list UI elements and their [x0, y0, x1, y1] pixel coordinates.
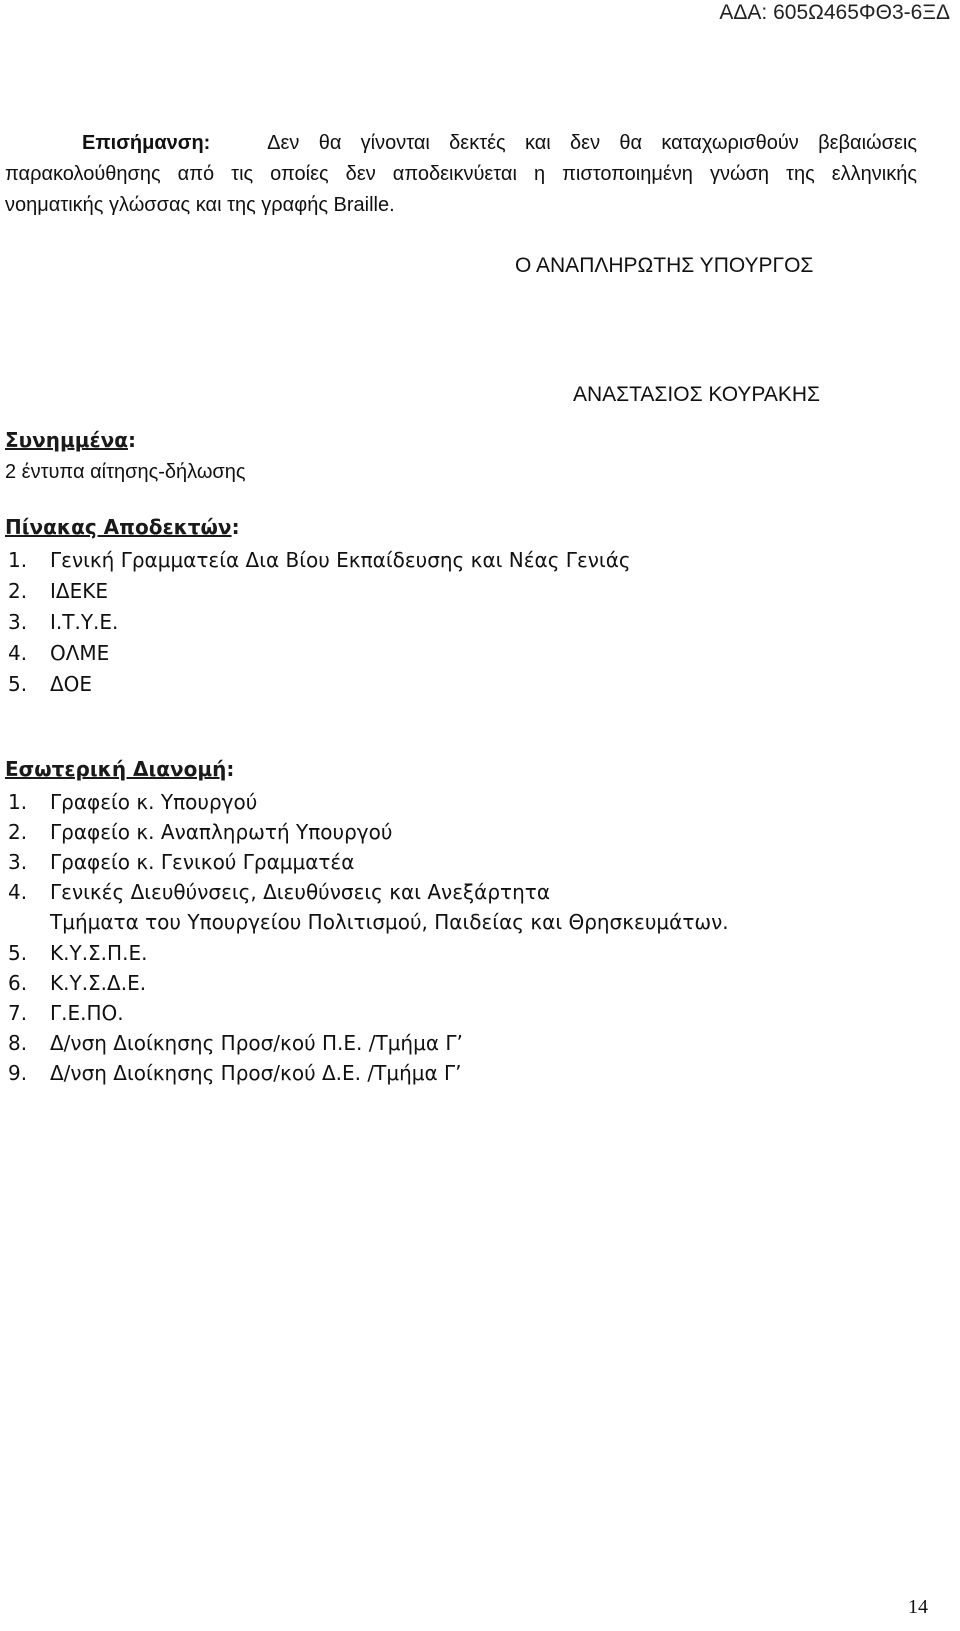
ada-code: ΑΔΑ: 605Ω465ΦΘ3-6ΞΔ — [719, 1, 950, 24]
attachments-text: 2 έντυπα αίτησης-δήλωσης — [5, 461, 246, 483]
recipients-heading: Πίνακας Αποδεκτών: — [5, 515, 240, 539]
page-number: 14 — [908, 1596, 928, 1618]
notice-text-1: Δεν θα γίνονται δεκτές και δεν θα καταχωρισθούν βεβαιώσεις — [267, 132, 917, 154]
minister-title: Ο ΑΝΑΠΛΗΡΩΤΗΣ ΥΠΟΥΡΓΟΣ — [515, 254, 814, 277]
notice-line-2: παρακολούθησης από τις οποίες δεν αποδεικνύεται η πιστοποιημένη γνώση της ελληνικής — [5, 163, 917, 185]
attachments-heading: Συνημμένα: — [5, 428, 136, 452]
distribution-heading: Εσωτερική Διανομή: — [5, 757, 235, 781]
notice-line-1 — [5, 128, 917, 159]
notice-line-3: νοηματικής γλώσσας και της γραφής Braille. — [5, 194, 395, 216]
notice-paragraph — [5, 128, 917, 221]
minister-name: ΑΝΑΣΤΑΣΙΟΣ ΚΟΥΡΑΚΗΣ — [573, 383, 821, 406]
notice-label: Επισήμανση: — [82, 132, 211, 154]
